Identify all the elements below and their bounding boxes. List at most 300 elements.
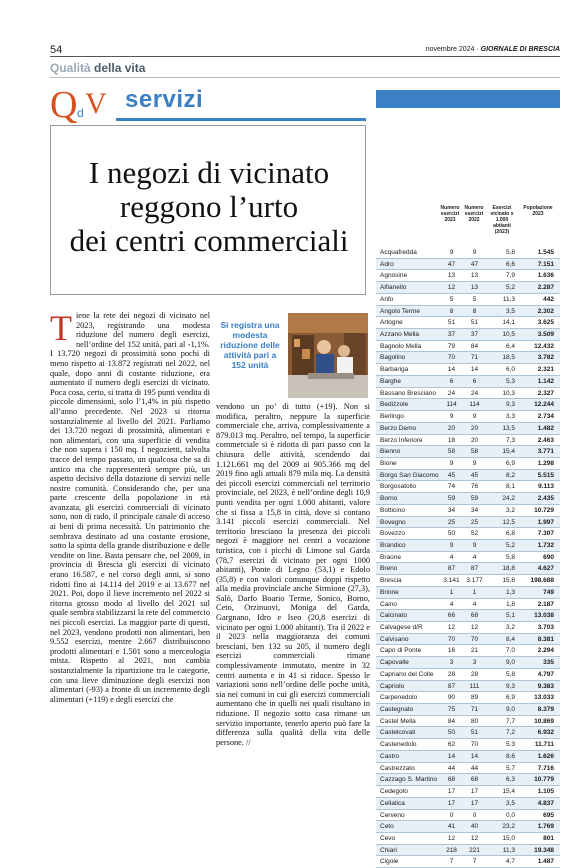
density-cell: 18,5: [502, 354, 515, 362]
category-underline: [116, 118, 366, 121]
municipality-cell: Carpenedolo: [380, 694, 418, 702]
density-cell: 3,2: [505, 624, 515, 631]
population-cell: 2.435: [537, 495, 554, 503]
article-column-1: [50, 311, 210, 791]
stores-2022-cell: 28: [470, 670, 479, 678]
municipality-cell: Cellatica: [380, 799, 405, 807]
table-row: [376, 540, 560, 552]
stores-2023-cell: 4: [449, 600, 454, 608]
headline-box: [50, 125, 366, 295]
municipality-cell: Bassano Bresciano: [380, 389, 437, 397]
municipality-cell: Bovegno: [380, 518, 406, 526]
municipality-cell: Capriolo: [380, 682, 405, 690]
headline-line: I negozi di vicinato: [88, 155, 330, 190]
population-cell: 2.287: [537, 284, 554, 292]
municipality-cell: Cigole: [380, 858, 399, 866]
stores-2023-cell: 3: [449, 659, 454, 667]
population-cell: 9.113: [538, 483, 554, 491]
stores-2023-cell: 9: [449, 541, 454, 549]
article-text-1: iene la rete dei negozi di vicinato nel 2023, registrando una modesta riduzione del numero degli esercizi, nell’ordine del 152 unità, pari al -1,1%. I 13.720 negozi di prossimità sono pochi di meno rispetto ai 13.872 registrati nel 2022, nel quale, dopo anni di costante riduzione, era aumentato il numero degli esercizi di vicinato. Poca cosa, certo, si tratta di 195 punti vendita di piccole dimensioni, solo l’1,4% in più rispetto all’anno precedente. Nel 2023 si ritorna sostanzialmente al livello del 2021. Parliamo dei 13.720 negozi di prossimità, alimentari e non alimentari, con una superficie di vendita che non supera i 150 mq. I negozietti, talvolta tracce del tempo passato, un qualcosa che sa di antico ma che rappresenterà sempre più, un aspetto decisivo della dotazione di servizi nelle nostre comunità. Considerando che, per una parte crescente della popolazione in età avanzata, gli esercizi commerciali di vicinato sono, non di rado, il principale canale di acceso ai beni di prima necessità. Un patrimonio che sembrava destinato ad una costante erosione, sotto la spinta della grande distribuzione e delle vendite on line. Basta pensare che, nel 2009, in provincia di Brescia gli esercizi di vicinato erano 16.587, e nel corso degli anni, si sono ridotti fino ai 14.114 del 2019 e ai 13.677 nel 2021. Poi, dopo il lieve incremento nel 2022 si ritorna grosso modo al livello del 2021 sul quale sembra stabilizzarsi la rete del commercio nei piccoli esercizi. La maggior parte di questi, nel 2023, vendono prodotti non alimentari, ben 9.552 esercizi, mentre 2.667 distribuiscono prodotti alimentari e 1.501 sono a merceologia mista. Rispetto al 2021, non cambia sostanzialmente la ripartizione tra le categorie, con una lieve diminuzione degli esercizi non alimentari (-93) a fronte di un incremento degli alimentari (+119) e degli esercizi che: [50, 311, 210, 704]
stores-2023-cell: 70: [447, 635, 456, 643]
density-cell: 7,3: [505, 436, 515, 444]
table-row: [376, 352, 560, 364]
population-cell: 1.626: [537, 752, 554, 760]
stores-2023-cell: 28: [447, 670, 456, 678]
stores-2022-cell: 89: [470, 694, 479, 702]
table-row: [376, 622, 560, 634]
stores-2022-cell: 3.177: [466, 577, 483, 585]
population-cell: 695: [543, 811, 554, 819]
table-row: [376, 821, 560, 833]
stores-2023-cell: 44: [447, 764, 456, 772]
density-cell: 7,9: [505, 272, 515, 280]
table-row: [376, 575, 560, 587]
stores-2022-cell: 52: [470, 530, 479, 538]
publication-name: GIORNALE DI BRESCIA: [480, 46, 560, 53]
stores-2023-cell: 5: [449, 295, 454, 303]
density-cell: 8,1: [505, 483, 515, 491]
density-cell: 3,3: [505, 413, 515, 421]
municipality-cell: Bedizzole: [380, 401, 409, 409]
population-cell: 801: [543, 834, 554, 842]
population-cell: 1.487: [537, 858, 554, 866]
table-row: [376, 634, 560, 646]
stores-2023-cell: 9: [449, 459, 454, 467]
density-cell: 13,5: [502, 424, 515, 432]
municipality-cell: Bagolino: [380, 354, 406, 362]
municipality-cell: Brescia: [380, 577, 402, 585]
shop-photo-image: [288, 313, 368, 398]
density-cell: 9,0: [505, 706, 515, 714]
stores-table: [376, 90, 560, 866]
stores-2022-cell: 44: [470, 764, 479, 772]
stores-2022-cell: 13: [470, 284, 479, 292]
stores-2022-cell: 9: [472, 541, 477, 549]
density-cell: 14,1: [502, 319, 515, 327]
municipality-cell: Castel Mella: [380, 717, 416, 725]
municipality-cell: Agnosine: [380, 272, 408, 280]
population-cell: 3.703: [537, 624, 554, 631]
municipality-cell: Castelcovati: [380, 729, 416, 737]
population-cell: 11.711: [534, 741, 554, 749]
stores-2022-cell: 76: [470, 483, 479, 491]
stores-2023-cell: 1: [449, 588, 454, 596]
stores-2022-cell: 21: [470, 647, 479, 655]
municipality-cell: Castrezzato: [380, 764, 415, 772]
table-row: [376, 458, 560, 470]
pull-quote: Si registra una modesta riduzione delle attività pari a 152 unità: [220, 320, 280, 370]
stores-2023-cell: 12: [447, 834, 456, 842]
population-cell: 8.379: [537, 706, 554, 714]
stores-2022-cell: 8: [472, 307, 477, 315]
municipality-cell: Cedegolo: [380, 788, 408, 796]
density-cell: 12,5: [502, 518, 515, 526]
stores-2022-cell: 9: [472, 413, 477, 421]
stores-2022-cell: 70: [470, 635, 479, 643]
publication-line: [426, 46, 560, 53]
qdv-logo-icon: [50, 83, 115, 123]
stores-2023-cell: 41: [447, 823, 456, 831]
density-cell: 6,0: [505, 366, 515, 374]
table-row: [376, 388, 560, 400]
stores-2022-cell: 84: [470, 342, 479, 350]
population-cell: 2.294: [537, 647, 554, 655]
logo-v: V: [85, 87, 107, 120]
table-row: [376, 399, 560, 411]
table-row: [376, 587, 560, 599]
table-row: [376, 727, 560, 739]
population-cell: 12.244: [534, 401, 554, 409]
drop-cap: T: [50, 311, 72, 348]
population-cell: 4.837: [537, 799, 554, 807]
population-cell: 10.779: [534, 776, 554, 784]
stores-2022-cell: 70: [470, 741, 479, 749]
stores-2022-cell: 58: [470, 448, 479, 456]
table-row: [376, 739, 560, 751]
table-row: [376, 645, 560, 657]
municipality-cell: Barbariga: [380, 366, 409, 374]
municipality-cell: Barghe: [380, 377, 401, 385]
stores-2022-cell: 51: [470, 319, 479, 327]
stores-2022-cell: 1: [472, 588, 477, 596]
density-cell: 15,4: [502, 448, 515, 456]
table-body: [376, 247, 560, 868]
density-cell: 3,2: [505, 506, 515, 514]
municipality-cell: Anfo: [380, 295, 394, 303]
population-cell: 749: [543, 588, 554, 596]
stores-2022-cell: 17: [470, 788, 479, 796]
municipality-cell: Ceto: [380, 823, 394, 831]
stores-2023-cell: 3.141: [443, 577, 460, 585]
population-cell: 1.545: [537, 249, 554, 256]
stores-2023-cell: 8: [449, 307, 454, 315]
stores-2022-cell: 6: [472, 377, 477, 385]
stores-2022-cell: 87: [470, 565, 479, 573]
header-rule: [50, 56, 560, 57]
municipality-cell: Capovalle: [380, 659, 409, 667]
stores-2022-cell: 71: [470, 706, 479, 714]
stores-2023-cell: 6: [449, 377, 454, 385]
density-cell: 9,3: [505, 682, 515, 690]
municipality-cell: Adro: [380, 260, 394, 268]
stores-2023-cell: 12: [447, 284, 456, 292]
stores-2023-cell: 58: [447, 448, 456, 456]
population-cell: 9.383: [537, 682, 554, 690]
table-row: [376, 599, 560, 611]
stores-2023-cell: 9: [449, 249, 454, 256]
stores-2022-cell: 14: [470, 366, 479, 374]
stores-2022-cell: 7: [472, 858, 477, 866]
stores-2023-cell: 9: [449, 413, 454, 421]
stores-2022-cell: 59: [470, 495, 479, 503]
stores-2023-cell: 17: [447, 788, 456, 796]
municipality-cell: Bienno: [380, 448, 401, 456]
density-cell: 15,8: [502, 577, 515, 585]
stores-2023-cell: 45: [447, 471, 456, 479]
population-cell: 4.797: [537, 670, 554, 678]
population-cell: 335: [543, 659, 554, 667]
municipality-cell: Chiari: [380, 846, 397, 854]
density-cell: 5,3: [505, 741, 515, 749]
stores-2023-cell: 7: [449, 858, 454, 866]
stores-2023-cell: 16: [447, 647, 456, 655]
density-cell: 24,2: [502, 495, 515, 503]
municipality-cell: Castenedolo: [380, 741, 417, 749]
stores-2022-cell: 68: [470, 612, 479, 620]
municipality-cell: Artogne: [380, 319, 403, 327]
municipality-cell: Botticino: [380, 506, 405, 514]
population-cell: 13.038: [534, 612, 554, 620]
density-cell: 7,0: [505, 647, 515, 655]
table-row: [376, 306, 560, 318]
stores-2023-cell: 34: [447, 506, 456, 514]
stores-2022-cell: 0: [472, 811, 477, 819]
density-cell: 3,5: [505, 799, 515, 807]
stores-2022-cell: 20: [470, 436, 479, 444]
stores-2023-cell: 90: [447, 694, 456, 702]
population-cell: 1.105: [537, 788, 554, 796]
header-separator: ·: [476, 46, 479, 53]
stores-2023-cell: 79: [447, 342, 456, 350]
stores-2023-cell: 4: [449, 553, 454, 561]
stores-2023-cell: 75: [447, 706, 456, 714]
municipality-cell: Capo di Ponte: [380, 647, 422, 655]
stores-2023-cell: 14: [447, 366, 456, 374]
stores-2022-cell: 12: [470, 834, 479, 842]
stores-2022-cell: 9: [472, 249, 477, 256]
stores-2023-cell: 50: [447, 530, 456, 538]
table-row: [376, 446, 560, 458]
stores-2022-cell: 111: [469, 682, 480, 690]
municipality-cell: Cerveno: [380, 811, 405, 819]
stores-2023-cell: 20: [447, 424, 456, 432]
density-cell: 11,3: [502, 846, 515, 854]
table-row: [376, 270, 560, 282]
density-cell: 6,9: [505, 459, 515, 467]
stores-2022-cell: 20: [470, 424, 479, 432]
table-row: [376, 505, 560, 517]
table-row: [376, 481, 560, 493]
density-cell: 1,3: [505, 588, 515, 596]
municipality-cell: Calcinato: [380, 612, 408, 620]
table-row: [376, 692, 560, 704]
table-row: [376, 763, 560, 775]
table-row: [376, 833, 560, 845]
population-cell: 19.348: [534, 846, 554, 854]
stores-2023-cell: 84: [447, 717, 456, 725]
table-row: [376, 317, 560, 329]
municipality-cell: Calvisano: [380, 635, 409, 643]
stores-2022-cell: 51: [470, 729, 479, 737]
density-cell: 5,8: [505, 670, 515, 678]
population-cell: 2.321: [537, 366, 554, 374]
table-row: [376, 470, 560, 482]
municipality-cell: Calvagese d/R: [380, 624, 423, 631]
density-cell: 18,8: [502, 565, 515, 573]
stores-2022-cell: 9: [472, 459, 477, 467]
municipality-cell: Berlingo: [380, 413, 404, 421]
municipality-cell: Breno: [380, 565, 398, 573]
stores-2022-cell: 34: [470, 506, 479, 514]
issue-date: novembre 2024: [425, 46, 475, 53]
population-cell: 1.142: [537, 377, 554, 385]
table-row: [376, 716, 560, 728]
population-cell: 442: [543, 295, 554, 303]
density-cell: 5,2: [505, 284, 515, 292]
municipality-cell: Alfianello: [380, 284, 407, 292]
municipality-cell: Castegnato: [380, 706, 414, 714]
stores-2023-cell: 50: [447, 729, 456, 737]
stores-2022-cell: 221: [469, 846, 480, 854]
headline: [51, 156, 367, 258]
population-cell: 10.729: [534, 506, 554, 514]
stores-2022-cell: 13: [470, 272, 479, 280]
stores-2022-cell: 71: [470, 354, 479, 362]
density-cell: 9,0: [505, 659, 515, 667]
stores-2023-cell: 87: [447, 682, 456, 690]
population-cell: 5.515: [537, 471, 554, 479]
table-row: [376, 704, 560, 716]
table-row: [376, 845, 560, 857]
headline-line: dei centri commerciali: [69, 223, 349, 258]
stores-2022-cell: 25: [470, 518, 479, 526]
density-cell: 5,8: [505, 553, 515, 561]
density-cell: 10,3: [502, 389, 515, 397]
municipality-cell: Capriano del Colle: [380, 670, 434, 678]
municipality-cell: Brandico: [380, 541, 406, 549]
table-row: [376, 329, 560, 341]
column-header: Esercizi vicinato x 1.000 abitanti (2023): [490, 205, 514, 235]
stores-2023-cell: 37: [447, 331, 456, 339]
population-cell: 3.771: [537, 448, 554, 456]
logo-d: d: [77, 106, 84, 120]
table-row: [376, 552, 560, 564]
table-row: [376, 610, 560, 622]
population-cell: 1.732: [537, 541, 554, 549]
stores-2023-cell: 68: [447, 776, 456, 784]
density-cell: 7,2: [505, 729, 515, 737]
column-header: Popolazione 2023: [523, 205, 553, 217]
table-row: [376, 528, 560, 540]
density-cell: 4,7: [505, 858, 515, 866]
density-cell: 5,3: [505, 377, 515, 385]
page-header: [0, 0, 580, 60]
table-row: [376, 810, 560, 822]
density-cell: 6,6: [505, 260, 515, 268]
density-cell: 5,8: [505, 249, 515, 256]
table-row: [376, 774, 560, 786]
density-cell: 1,8: [505, 600, 515, 608]
stores-2023-cell: 17: [447, 799, 456, 807]
population-cell: 2.327: [537, 389, 554, 397]
table-row: [376, 411, 560, 423]
density-cell: 6,8: [505, 530, 515, 538]
population-cell: 6.932: [537, 729, 554, 737]
density-cell: 6,9: [505, 694, 515, 702]
stores-2023-cell: 87: [447, 565, 456, 573]
table-row: [376, 657, 560, 669]
population-cell: 1.769: [537, 823, 554, 831]
table-row: [376, 681, 560, 693]
stores-2022-cell: 12: [470, 624, 479, 631]
density-cell: 10,5: [502, 331, 515, 339]
population-cell: 2.734: [537, 413, 554, 421]
table-row: [376, 493, 560, 505]
population-cell: 7.307: [537, 530, 554, 538]
density-cell: 5,1: [505, 612, 515, 620]
stores-2023-cell: 24: [447, 389, 456, 397]
density-cell: 5,7: [505, 764, 515, 772]
stores-2022-cell: 37: [470, 331, 479, 339]
municipality-cell: Borgo San Giacomo: [380, 471, 439, 479]
population-cell: 1.997: [537, 518, 554, 526]
stores-2023-cell: 218: [446, 846, 457, 854]
population-cell: 10.869: [534, 717, 554, 725]
population-cell: 690: [543, 553, 554, 561]
table-row: [376, 856, 560, 868]
table-row: [376, 786, 560, 798]
stores-2023-cell: 12: [447, 624, 456, 631]
stores-2023-cell: 18: [447, 436, 456, 444]
section-label: [50, 61, 145, 75]
section-label-dark: della vita: [94, 61, 146, 75]
section-label-light: Qualità: [50, 61, 91, 75]
page-number: 54: [50, 44, 63, 56]
category-label: servizi: [125, 86, 204, 113]
table-row: [376, 341, 560, 353]
table-row: [376, 798, 560, 810]
column-header: Numero esercizi 2023: [440, 205, 460, 223]
population-cell: 7.151: [537, 260, 554, 268]
density-cell: 8,2: [505, 471, 515, 479]
stores-2023-cell: 114: [446, 401, 457, 409]
table-row: [376, 751, 560, 763]
density-cell: 8,6: [505, 752, 515, 760]
stores-2023-cell: 47: [447, 260, 456, 268]
stores-2022-cell: 47: [470, 260, 479, 268]
population-cell: 4.627: [537, 565, 554, 573]
article-column-2: vendono un po’ di tutto (+19). Non si modifica, peraltro, neppure la superficie commerciale che, arriva, complessivamente a 879.013 mq. Peraltro, nel tempo, la superficie commerciale si è ridotta di pari passo con la chiusura delle attività, scendendo dai 1.121.661 mq del 2009 ai 905.366 mq del 2019 fino agli attuali 879 mila mq. La densità dei piccoli esercizi commerciali nel territorio provinciale, nel 2023, è nell’ordine degli 10,9 punti vendita per ogni 1.000 abitanti, valore che si fissa a 15,8 in città, dove si contano 3.141 piccoli esercizi commerciali. Nel territorio bresciano la presenza dei piccoli negozi è maggiore nei centri a vocazione turistica, con i picchi di Limone sul Garda (78,7 esercizi di vicinato per ogni 1000 abitanti), Ponte di Legno (53,1) e Edolo (35,8) e con valori comunque doppi rispetto alla media provinciale anche Sirmione (27,3), Salò, Darfo Boario Terme, Sonico, Borno, Ceto, Orzinuovi, Moniga del Garda, Gargnano, Idro e Iseo (20,8 esercizi di vicinato per ogni 1.000 abitanti). Tra il 2022 e il 2023 nella maggioranza dei comuni bresciani, ben 132 su 205, il numero degli esercizi commerciali rimane complessivamente immutato, mentre in 32 centri aumenta e in 41 si riduce. Spesso le variazioni sono nell’ordine delle poche unità, sia nei comuni in cui gli esercizi commerciali aumentano che in quelli nei quali risultano in riduzione. Il negozio sotto casa rimane un servizio importante, tenerlo aperto può fare la differenza sulla qualità della vita delle persone. //: [216, 402, 370, 747]
stores-2023-cell: 13: [447, 272, 456, 280]
table-row: [376, 364, 560, 376]
stores-2022-cell: 5: [472, 295, 477, 303]
table-row: [376, 294, 560, 306]
table-row: [376, 563, 560, 575]
municipality-cell: Acquafredda: [380, 249, 417, 256]
population-cell: 3.625: [537, 319, 554, 327]
table-row: [376, 282, 560, 294]
table-row: [376, 376, 560, 388]
population-cell: 3.509: [537, 331, 554, 339]
stores-2022-cell: 4: [472, 600, 477, 608]
population-cell: 8.381: [537, 635, 554, 643]
municipality-cell: Bione: [380, 459, 397, 467]
density-cell: 15,4: [502, 788, 515, 796]
headline-line: reggono l’urto: [119, 189, 299, 224]
stores-2022-cell: 68: [470, 776, 479, 784]
density-cell: 11,3: [502, 295, 515, 303]
municipality-cell: Cevo: [380, 834, 396, 842]
municipality-cell: Borgosatollo: [380, 483, 417, 491]
municipality-cell: Cazzago S. Martino: [380, 776, 438, 784]
stores-2022-cell: 24: [470, 389, 479, 397]
municipality-cell: Berzo Demo: [380, 424, 417, 432]
population-cell: 12.432: [534, 342, 554, 350]
population-cell: 1.636: [537, 272, 554, 280]
stores-2023-cell: 74: [447, 483, 456, 491]
density-cell: 7,7: [505, 717, 515, 725]
density-cell: 15,0: [502, 834, 515, 842]
